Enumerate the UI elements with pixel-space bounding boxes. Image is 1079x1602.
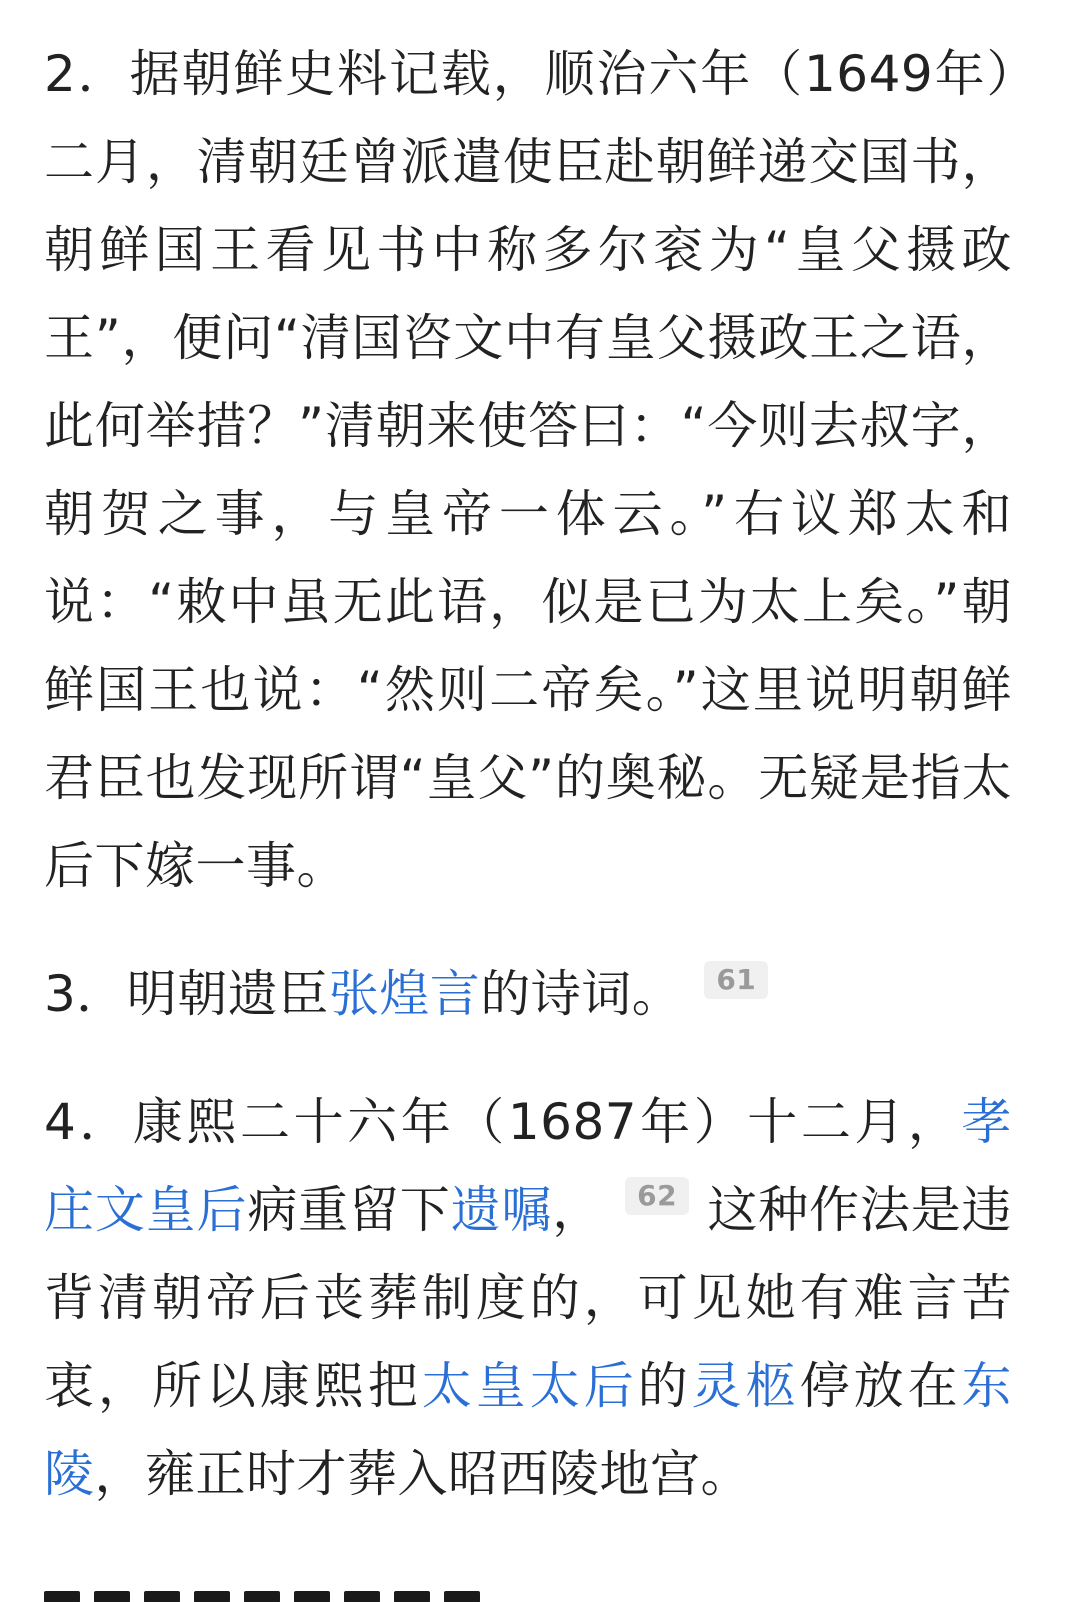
paragraph-4-seg2: 病重留下 — [247, 1181, 451, 1239]
paragraph-4-seg6: 停放在 — [799, 1357, 962, 1415]
link-grand-empress-dowager[interactable]: 太皇太后 — [421, 1357, 638, 1415]
link-zhang-huangyan[interactable]: 张煌言 — [328, 965, 481, 1023]
paragraph-3-text-after: 的诗词。 — [480, 965, 683, 1023]
link-will[interactable]: 遗嘱 — [450, 1181, 553, 1239]
link-coffin[interactable]: 灵柩 — [691, 1357, 800, 1415]
cut-off-next-line — [44, 1588, 504, 1602]
paragraph-3 — [44, 950, 1012, 1038]
paragraph-4-seg1: 4．康熙二十六年（1687年）十二月， — [44, 1093, 962, 1151]
link-eastern-tombs[interactable]: 东陵 — [44, 1357, 1013, 1503]
paragraph-3-text-before: 3．明朝遗臣 — [44, 965, 329, 1023]
paragraph-2-text: 2．据朝鲜史料记载，顺治六年（1649年）二月，清朝廷曾派遣使臣赴朝鲜递交国书，朝鲜国王看见书中称多尔衮为“皇父摄政王”，便问“清国咨文中有皇父摄政王之语，此何举措？”清朝来使答曰：“今则去叔字，朝贺之事，与皇帝一体云。”右议郑太和说：“敕中虽无此语，似是已为太上矣。”朝鲜国王也说：“然则二帝矣。”这里说明朝鲜君臣也发现所谓“皇父”的奥秘。无疑是指太后下嫁一事。 — [44, 45, 1012, 895]
paragraph-4-seg3: ， — [552, 1181, 604, 1239]
link-xiaozhuang-empress[interactable]: 孝庄文皇后 — [44, 1093, 1012, 1239]
reference-badge-61[interactable]: 61 — [704, 961, 768, 999]
paragraph-4-seg5: 的 — [637, 1357, 692, 1415]
paragraph-2 — [44, 30, 1012, 910]
article-content — [44, 30, 1012, 1558]
reference-badge-62[interactable]: 62 — [625, 1177, 689, 1215]
paragraph-4-seg7: ，雍正时才葬入昭西陵地宫。 — [94, 1445, 751, 1503]
paragraph-4 — [44, 1078, 1012, 1518]
paragraph-4-seg4: 这种作法是违背清朝帝后丧葬制度的，可见她有难言苦衷，所以康熙把 — [44, 1181, 1013, 1415]
